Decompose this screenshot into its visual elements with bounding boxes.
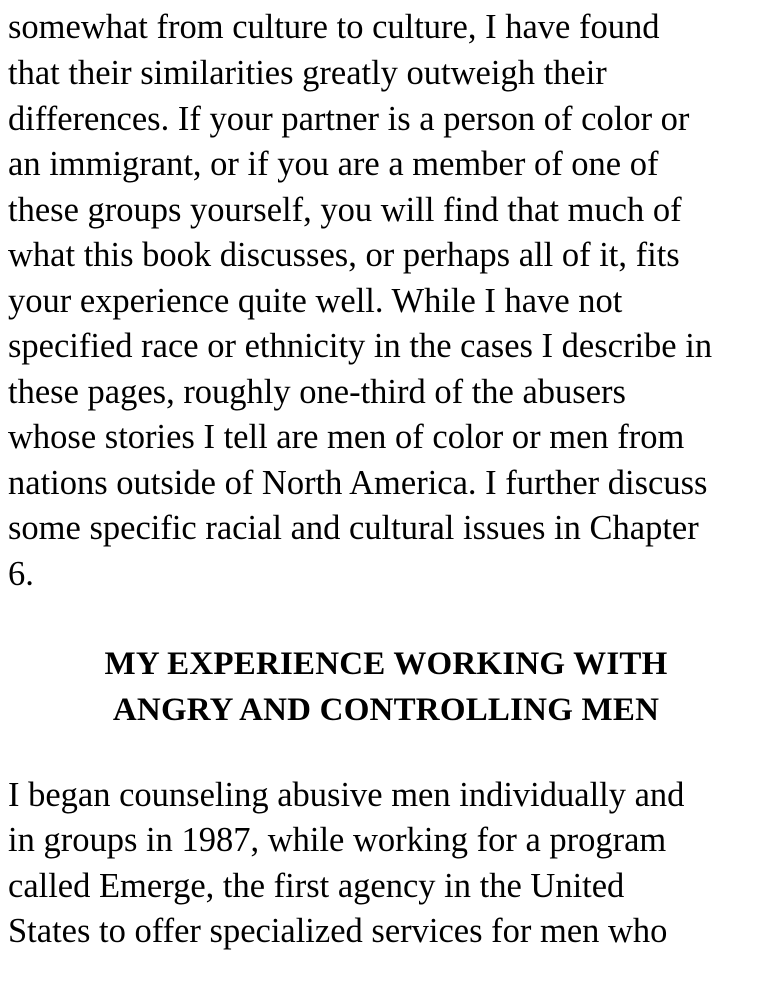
text-line: some specific racial and cultural issues in Chapter	[8, 509, 699, 547]
text-line: your experience quite well. While I have not	[8, 282, 623, 320]
text-line: an immigrant, or if you are a member of one of	[8, 145, 659, 183]
text-line: called Emerge, the first agency in the United	[8, 867, 625, 905]
text-line: 6.	[8, 555, 34, 593]
text-line: these pages, roughly one-third of the abusers	[8, 373, 626, 411]
text-line: I began counseling abusive men individually and	[8, 776, 685, 814]
text-line: whose stories I tell are men of color or men from	[8, 418, 685, 456]
text-line: these groups yourself, you will find that much of	[8, 191, 682, 229]
text-line: that their similarities greatly outweigh their	[8, 54, 607, 92]
text-line: nations outside of North America. I further discuss	[8, 464, 708, 502]
text-line: differences. If your partner is a person of color or	[8, 100, 690, 138]
text-line: in groups in 1987, while working for a program	[8, 821, 667, 859]
text-line: States to offer specialized services for men who	[8, 912, 668, 950]
text-line: somewhat from culture to culture, I have found	[8, 8, 660, 46]
heading-line: MY EXPERIENCE WORKING WITH	[104, 646, 668, 682]
text-line: specified race or ethnicity in the cases I describe in	[8, 327, 713, 365]
text-line: what this book discusses, or perhaps all of it, fits	[8, 236, 680, 274]
heading-line: ANGRY AND CONTROLLING MEN	[112, 692, 660, 728]
